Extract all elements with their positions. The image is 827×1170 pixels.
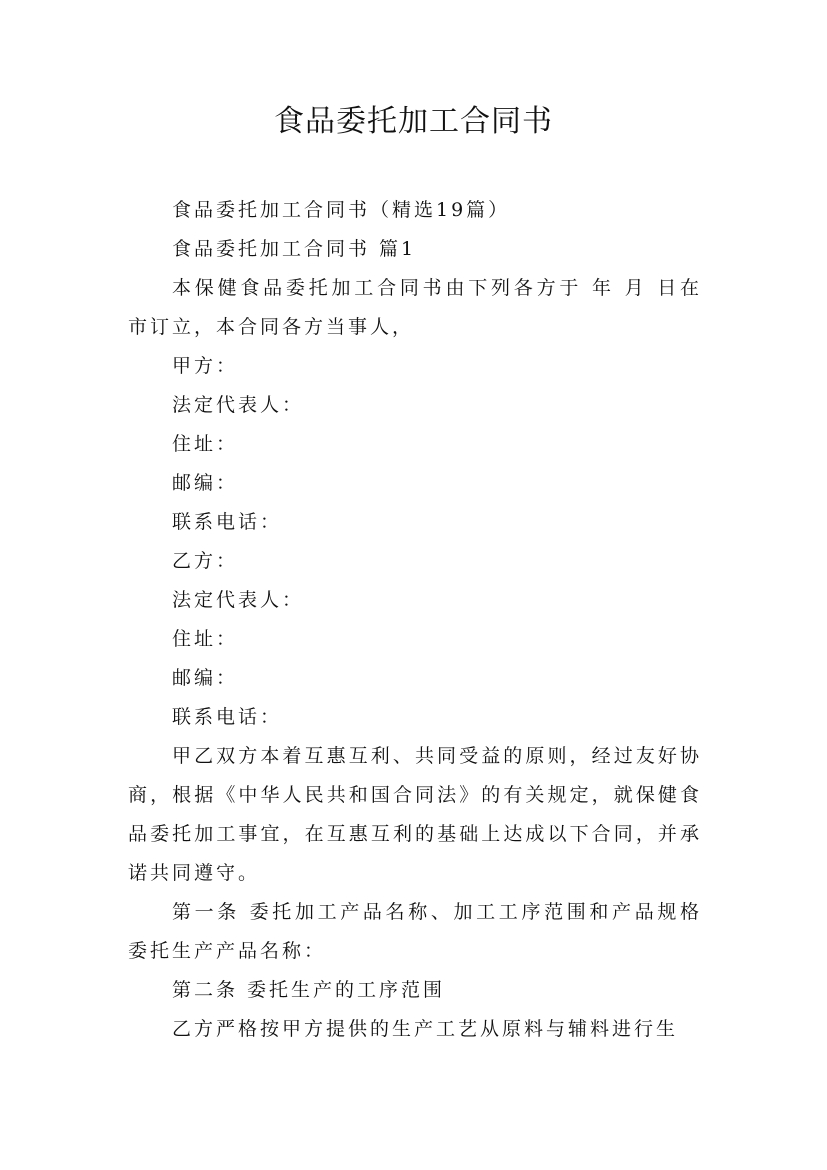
party-b-label: 乙方： xyxy=(172,550,239,572)
party-b-address: 住址： xyxy=(172,628,239,650)
document-title: 食品委托加工合同书 xyxy=(274,104,553,139)
party-b-postcode: 邮编： xyxy=(172,667,239,689)
party-a-address: 住址： xyxy=(172,433,239,455)
paragraph-section-heading: 食品委托加工合同书 篇1 xyxy=(172,238,417,260)
party-b-representative: 法定代表人： xyxy=(172,589,305,611)
article-one: 第一条 委托加工产品名称、加工工序范围和产品规格委托生产产品名称： xyxy=(128,901,702,962)
party-a-phone: 联系电话： xyxy=(172,511,283,533)
party-a-postcode: 邮编： xyxy=(172,472,239,494)
paragraph-intro: 本保健食品委托加工合同书由下列各方于 年 月 日在市订立，本合同各方当事人， xyxy=(128,277,702,338)
paragraph-process: 乙方严格按甲方提供的生产工艺从原料与辅料进行生 xyxy=(172,1018,679,1040)
paragraph-agreement: 甲乙双方本着互惠互利、共同受益的原则，经过友好协商，根据《中华人民共和国合同法》的有关规定，就保健食品委托加工事宜，在互惠互利的基础上达成以下合同，并承诺共同遵守。 xyxy=(128,745,702,884)
party-b-phone: 联系电话： xyxy=(172,706,283,728)
party-a-representative: 法定代表人： xyxy=(172,394,305,416)
article-two: 第二条 委托生产的工序范围 xyxy=(172,979,446,1001)
party-a-label: 甲方： xyxy=(172,355,239,377)
document-body xyxy=(128,191,702,1049)
paragraph-subtitle: 食品委托加工合同书（精选19篇） xyxy=(172,199,511,221)
